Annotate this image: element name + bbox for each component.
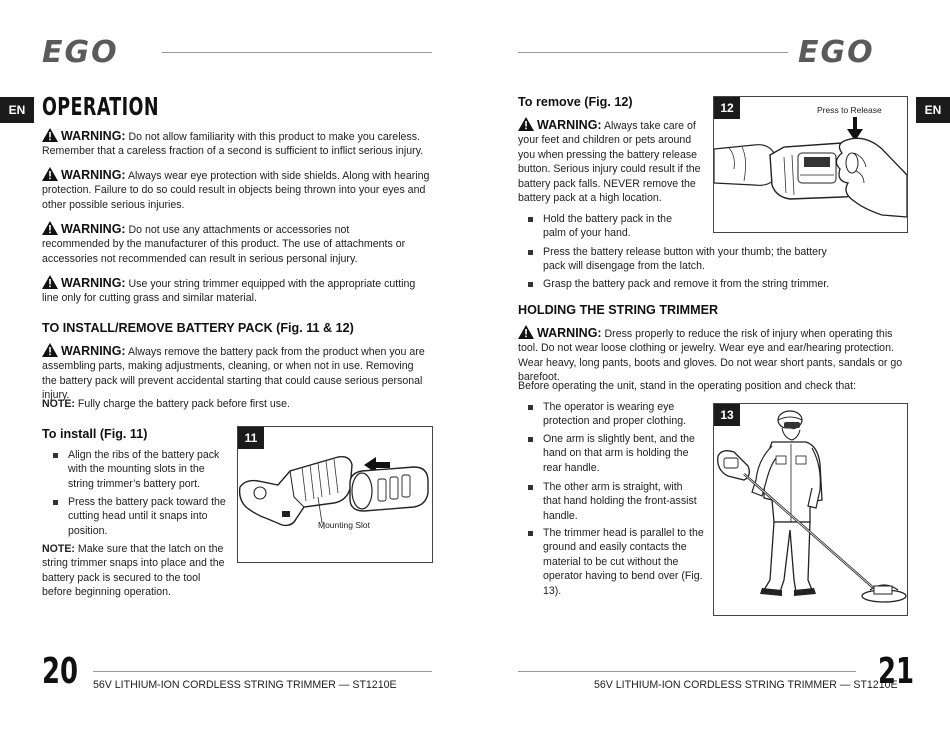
bullet-square-icon: [528, 437, 533, 442]
list-item: [543, 245, 843, 274]
note-label: NOTE:: [42, 543, 75, 555]
warning-block-2: [42, 167, 434, 212]
remove-warning-block: [518, 117, 706, 205]
warning-label: WARNING:: [61, 276, 126, 290]
header-rule-left: [162, 52, 432, 53]
figure-caption: Press to Release: [817, 105, 882, 115]
bullet-square-icon: [53, 500, 58, 505]
list-item-text: The other arm is straight, with that hand holding the front-assist handle.: [543, 481, 697, 522]
page-number-right: 21: [878, 651, 915, 692]
lang-tab-right: EN: [916, 97, 950, 123]
warning-triangle-icon: [518, 117, 534, 131]
figure-13: [713, 403, 908, 616]
battery-release-illustration: [714, 97, 907, 232]
operator-holding-trimmer-illustration: [714, 404, 907, 615]
figure-11: [237, 426, 433, 563]
note-charge: [42, 397, 434, 411]
warning-text-rest: protection. Failure to do so could result in objects being thrown into your eyes and other possible serious injuries.: [42, 184, 426, 211]
bullet-square-icon: [528, 485, 533, 490]
list-item: [543, 526, 709, 598]
warning-label: WARNING:: [61, 222, 126, 236]
warning-text-rest: assembling parts, making adjustments, cleaning, or when not in use. Removing the battery pack will prevent accidental starting that could cause serious personal injury.: [42, 360, 423, 402]
ego-logo-left: EGO: [42, 35, 119, 70]
list-item-text: One arm is slightly bent, and the hand on that arm is holding the rear handle.: [543, 433, 695, 474]
list-item-text: Align the ribs of the battery pack with the mounting slots in the string trimmer’s battery port.: [68, 449, 220, 490]
warning-text-rest: only for cutting grass and similar material.: [61, 292, 257, 305]
figure-12: [713, 96, 908, 233]
warning-text: Always take care of: [603, 120, 696, 132]
warning-text: Do not allow familiarity with this product to make you careless.: [128, 131, 420, 143]
before-operating-text: Before operating the unit, stand in the operating position and check that:: [518, 380, 857, 392]
list-item-text: Grasp the battery pack and remove it from the string trimmer.: [543, 278, 830, 290]
warning-triangle-icon: [42, 275, 58, 289]
warning-triangle-icon: [42, 343, 58, 357]
warning-block-1: [42, 128, 434, 159]
warning-text: Dress properly to reduce the risk of injury when operating this tool.: [518, 328, 893, 355]
footer-title-left: 56V LITHIUM-ION CORDLESS STRING TRIMMER — ST1210E: [93, 679, 397, 691]
header-rule-right: [518, 52, 788, 53]
list-item: [543, 480, 698, 523]
warning-text: Always wear eye protection with side shields. Along with hearing: [127, 170, 430, 182]
warning-block-3: [42, 221, 417, 266]
footer-rule-left: [93, 671, 432, 672]
list-item-text: The operator is wearing eye protection and proper clothing.: [543, 401, 687, 428]
warning-triangle-icon: [42, 128, 58, 142]
warning-triangle-icon: [518, 325, 534, 339]
list-item: [543, 400, 703, 429]
battery-install-illustration: [238, 427, 432, 562]
list-item: [543, 212, 683, 241]
install-remove-heading: TO INSTALL/REMOVE BATTERY PACK (Fig. 11 & 12): [42, 321, 354, 335]
bullet-square-icon: [53, 453, 58, 458]
bullet-square-icon: [528, 282, 533, 287]
warning-text-rest: Remember that a careless fraction of a second is sufficient to inflict serious injury.: [42, 145, 424, 158]
footer-rule-right: [518, 671, 856, 672]
list-item-text: The trimmer head is parallel to the ground and easily contacts the material to be cut without the operator having to bend over (Fig. 13).: [543, 527, 704, 597]
list-item-text: Press the battery pack toward the cutting head until it snaps into position.: [68, 496, 226, 537]
to-remove-heading: To remove (Fig. 12): [518, 95, 633, 109]
list-item: [543, 432, 698, 475]
warning-triangle-icon: [42, 221, 58, 235]
footer-title-right: 56V LITHIUM-ION CORDLESS STRING TRIMMER — ST1210E: [594, 679, 898, 691]
warning-label: WARNING:: [537, 118, 602, 132]
figure-caption: Mounting Slot: [318, 520, 370, 530]
holding-warning-block: [518, 325, 910, 385]
note-text: Make sure that the latch on the string trimmer snaps into place and the battery pack is secured to the tool before beginning operation.: [42, 543, 225, 599]
list-item-text: Press the battery release button with your thumb; the battery pack will disengage from the latch.: [543, 246, 827, 273]
warning-label: WARNING:: [61, 168, 126, 182]
figure-number: 12: [714, 97, 740, 119]
warning-text: Use your string trimmer equipped with the appropriate cutting line: [42, 278, 416, 305]
warning-text-rest: your feet and children or pets around you when pressing the battery release button. Serious injury could result if the battery pack falls. NEVER remove the battery pack at a high location.: [518, 134, 701, 205]
warning-text: Do not use any attachments or accessories not recommended: [42, 224, 350, 251]
warning-triangle-icon: [42, 167, 58, 181]
page-title: OPERATION: [42, 92, 159, 121]
note-label: NOTE:: [42, 398, 75, 410]
list-item-text: Hold the battery pack in the palm of your hand.: [543, 213, 672, 240]
install-warning-block: [42, 343, 427, 403]
warning-text-rest: Do not wear loose clothing or jewelry. Wear eye and ear/hearing protection. Wear heavy, long pants, boots and gloves. Do not wear short pants, sandals or go barefoot.: [518, 342, 903, 384]
note-latch: [42, 542, 232, 600]
bullet-square-icon: [528, 250, 533, 255]
holding-trimmer-heading: HOLDING THE STRING TRIMMER: [518, 303, 719, 317]
list-item: [543, 277, 903, 291]
page-number-left: 20: [42, 651, 79, 692]
warning-block-4: [42, 275, 434, 306]
warning-label: WARNING:: [61, 344, 126, 358]
figure-number: 13: [714, 404, 740, 426]
bullet-square-icon: [528, 217, 533, 222]
to-install-heading: To install (Fig. 11): [42, 427, 148, 441]
warning-text-rest: by the manufacturer of this product. The use of attachments or accessories not recommended can result in serious personal injury.: [42, 238, 406, 265]
bullet-square-icon: [528, 531, 533, 536]
warning-text: Always remove the battery pack from the product when you are: [127, 346, 425, 358]
list-item: [68, 448, 230, 491]
note-text: Fully charge the battery pack before first use.: [77, 398, 290, 410]
ego-logo-right: EGO: [798, 35, 875, 70]
bullet-square-icon: [528, 405, 533, 410]
lang-tab-left: EN: [0, 97, 34, 123]
list-item: [68, 495, 228, 538]
warning-label: WARNING:: [61, 129, 126, 143]
figure-number: 11: [238, 427, 264, 449]
warning-label: WARNING:: [537, 326, 602, 340]
